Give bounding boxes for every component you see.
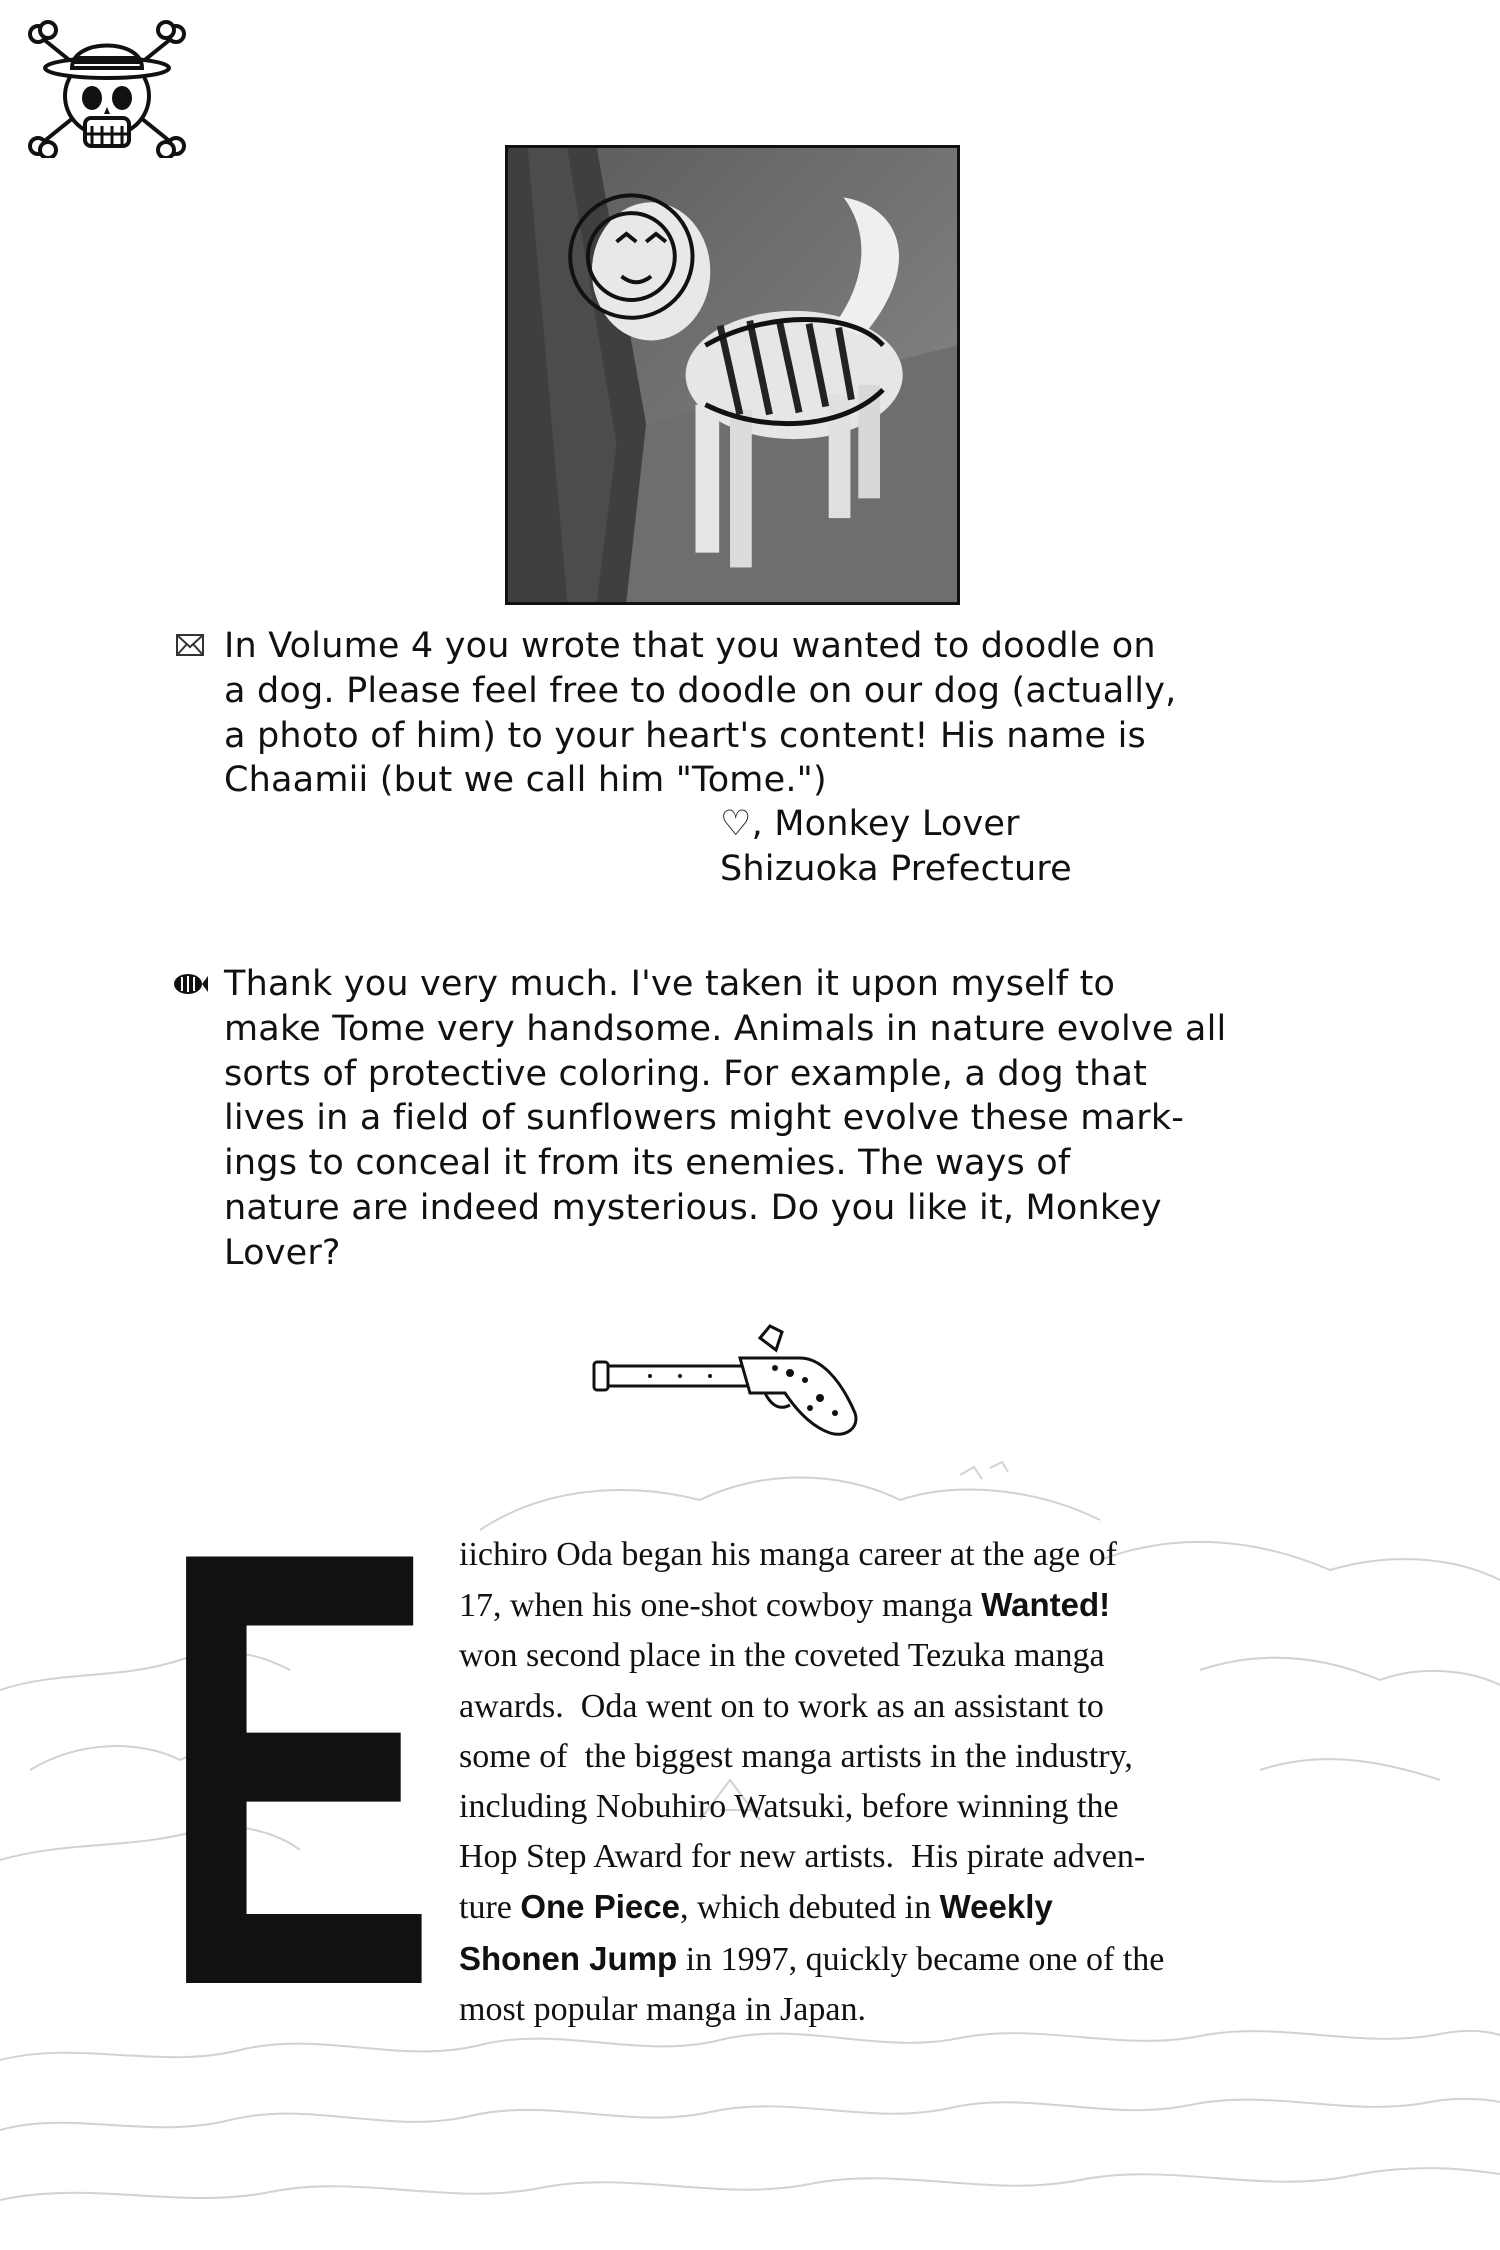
bio-line: iichiro Oda began his manga career at the age of <box>459 1536 1117 1573</box>
bio-title-shonen-jump: Shonen Jump <box>459 1939 678 1977</box>
bio-title-weekly: Weekly <box>939 1888 1053 1926</box>
reply-line: lives in a field of sunflowers might evolve these mark- <box>224 1098 1185 1139</box>
dropcap-letter <box>158 1538 438 1988</box>
bio-text: 17, when his one-shot cowboy manga <box>459 1587 982 1625</box>
reply-mark-icon <box>168 972 208 996</box>
bio-line: some of the biggest manga artists in the industry, <box>459 1737 1133 1775</box>
reply-line: make Tome very handsome. Animals in nature evolve all <box>224 1008 1227 1049</box>
bio-line: Hop Step Award for new artists. His pirate adven- <box>459 1838 1146 1876</box>
reader-letter <box>224 624 1364 803</box>
signature-location: Shizuoka Prefecture <box>720 848 1072 889</box>
svg-text:E: E <box>158 1538 438 1988</box>
bio-title-wanted: Wanted! <box>981 1586 1111 1624</box>
flintlock-pistol-icon <box>590 1318 870 1448</box>
bio-line <box>459 1882 1164 1933</box>
reply-line: nature are indeed mysterious. Do you like it, Monkey <box>224 1187 1162 1228</box>
bio-text: ture <box>459 1889 521 1927</box>
signature-name: ♡, Monkey Lover <box>720 804 1020 844</box>
straw-hat-jolly-roger-icon <box>22 18 192 158</box>
letter-line: In Volume 4 you wrote that you wanted to doodle on <box>224 626 1156 666</box>
reply-line: ings to conceal it from its enemies. The ways of <box>224 1143 1071 1184</box>
bio-line <box>459 1580 1164 1631</box>
bio-line <box>459 1934 1164 1985</box>
bio-line: including Nobuhiro Watsuki, before winning the <box>459 1788 1119 1826</box>
reply-line: Lover? <box>224 1232 341 1273</box>
bio-line: most popular manga in Japan. <box>459 1990 866 2028</box>
bio-text: , which debuted in <box>679 1889 940 1927</box>
bio-text: in 1997, quickly became one of the <box>677 1940 1165 1978</box>
reply-line: sorts of protective coloring. For example, a dog that <box>224 1053 1148 1094</box>
bio-title-one-piece: One Piece <box>520 1888 680 1926</box>
bio-line: won second place in the coveted Tezuka manga <box>459 1637 1105 1675</box>
reply-line: Thank you very much. I've taken it upon myself to <box>224 964 1116 1004</box>
author-reply <box>224 962 1364 1276</box>
letter-line: Chaamii (but we call him "Tome.") <box>224 760 827 801</box>
letter-line: a photo of him) to your heart's content! His name is <box>224 715 1146 756</box>
envelope-icon <box>175 632 205 658</box>
letter-line: a dog. Please feel free to doodle on our dog (actually, <box>224 670 1177 711</box>
dog-photo <box>505 145 960 605</box>
bio-line: awards. Oda went on to work as an assistant to <box>459 1687 1104 1725</box>
author-bio <box>459 1530 1164 2035</box>
letter-signature <box>720 802 1072 892</box>
